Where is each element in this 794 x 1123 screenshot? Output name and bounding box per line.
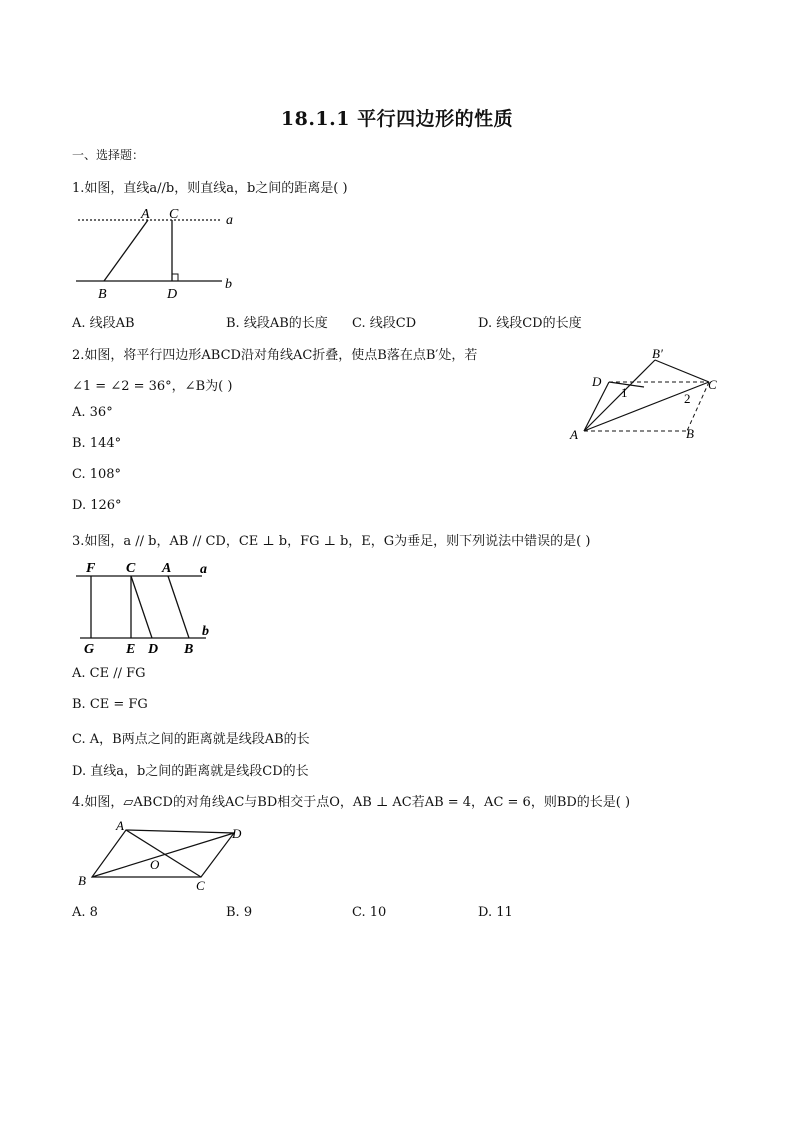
q1-option-a[interactable]: A. 线段AB xyxy=(72,316,135,331)
q1-figure xyxy=(72,204,242,300)
q2-stem-line2: ∠1 = ∠2 = 36°，∠B为( ) xyxy=(72,379,233,394)
label-A: A xyxy=(162,561,172,576)
right-angle-mark xyxy=(172,274,178,281)
label-angle-1: 1 xyxy=(621,385,628,400)
q2-option-c[interactable]: C. 108° xyxy=(72,467,122,482)
label-C: C xyxy=(708,377,717,392)
q2-option-a[interactable]: A. 36° xyxy=(72,405,113,420)
segment-ad xyxy=(584,382,609,431)
segment-cd xyxy=(131,576,152,638)
q2-figure xyxy=(566,342,726,446)
q1-option-d[interactable]: D. 线段CD的长度 xyxy=(478,316,582,331)
q1-stem: 1.如图，直线a//b，则直线a，b之间的距离是( ) xyxy=(72,181,348,196)
segment-ab-prime xyxy=(584,360,655,431)
q4-figure xyxy=(72,818,262,898)
label-E: E xyxy=(126,642,136,656)
q3-option-b[interactable]: B. CE = FG xyxy=(72,697,148,712)
page-title: 18.1.1 平行四边形的性质 xyxy=(280,108,514,130)
label-C: C xyxy=(126,561,136,576)
label-B: B xyxy=(686,426,694,441)
label-B-prime: B′ xyxy=(652,346,663,361)
label-b: b xyxy=(202,624,209,639)
label-A: A xyxy=(116,818,124,833)
label-G: G xyxy=(84,642,95,656)
label-C: C xyxy=(196,878,205,893)
label-A: A xyxy=(570,427,578,442)
label-B: B xyxy=(78,873,86,888)
label-D: D xyxy=(167,287,178,300)
q4-option-b[interactable]: B. 9 xyxy=(226,905,253,920)
label-C: C xyxy=(169,207,179,222)
label-a: a xyxy=(200,562,207,577)
label-B: B xyxy=(98,287,107,300)
label-A: A xyxy=(141,207,150,222)
q3-stem: 3.如图，a // b，AB // CD，CE ⊥ b，FG ⊥ b，E，G为垂足，则下列说法中错误的是( ) xyxy=(72,534,591,549)
q2-option-d[interactable]: D. 126° xyxy=(72,498,122,513)
label-D: D xyxy=(232,826,242,841)
q4-stem: 4.如图，▱ABCD的对角线AC与BD相交于点O，AB ⊥ AC若AB = 4，AC = 6，则BD的长是( ) xyxy=(72,795,631,810)
q4-option-a[interactable]: A. 8 xyxy=(72,905,98,920)
label-b: b xyxy=(225,277,232,292)
q1-option-b[interactable]: B. 线段AB的长度 xyxy=(226,316,328,331)
diagonal-ac xyxy=(126,830,201,877)
label-O: O xyxy=(150,857,160,872)
label-a: a xyxy=(226,213,233,228)
q4-option-c[interactable]: C. 10 xyxy=(352,905,387,920)
q3-option-a[interactable]: A. CE // FG xyxy=(72,666,146,681)
diagonal-bd xyxy=(92,833,234,877)
section-heading: 一、选择题： xyxy=(72,148,145,162)
q3-option-d[interactable]: D. 直线a，b之间的距离就是线段CD的长 xyxy=(72,764,309,779)
segment-b-prime-c xyxy=(655,360,709,382)
q1-option-c[interactable]: C. 线段CD xyxy=(352,316,417,331)
q3-option-c[interactable]: C. A，B两点之间的距离就是线段AB的长 xyxy=(72,732,310,747)
label-F: F xyxy=(86,561,96,576)
label-D: D xyxy=(592,374,602,389)
label-angle-2: 2 xyxy=(684,391,691,406)
segment-ab xyxy=(104,220,148,281)
segment-ab xyxy=(168,576,189,638)
q4-option-d[interactable]: D. 11 xyxy=(478,905,513,920)
label-D: D xyxy=(148,642,159,656)
q3-figure xyxy=(72,556,222,656)
label-B: B xyxy=(184,642,194,656)
q2-stem-line1: 2.如图，将平行四边形ABCD沿对角线AC折叠，使点B落在点B′处，若 xyxy=(72,348,478,363)
q2-option-b[interactable]: B. 144° xyxy=(72,436,122,451)
